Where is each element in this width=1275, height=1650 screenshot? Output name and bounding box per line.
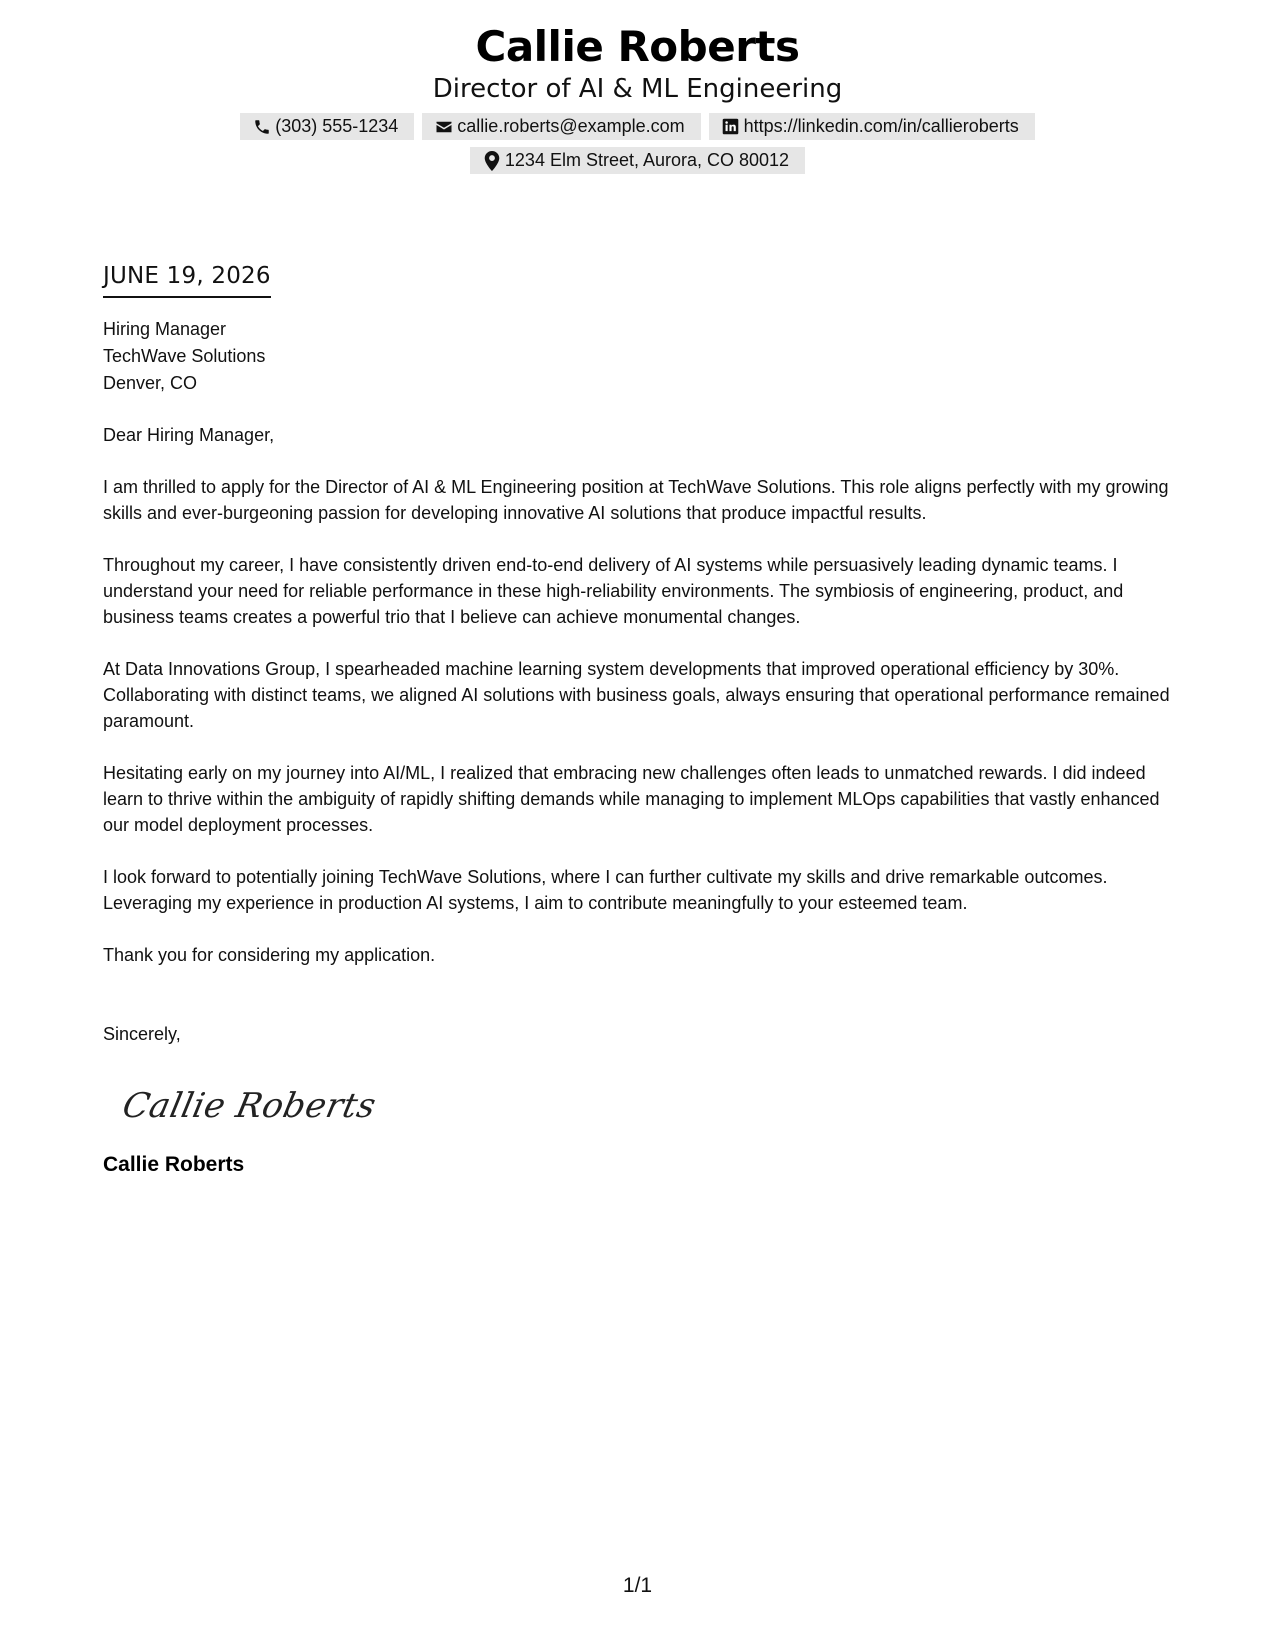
email-text: callie.roberts@example.com xyxy=(457,116,685,136)
contact-row-secondary xyxy=(0,147,1275,174)
body-paragraph: I look forward to potentially joining TechWave Solutions, where I can further cultivate my skills and drive remarkable outcomes. Leveraging my experience in production AI systems, I aim to contribute meaningfully to your esteemed team. xyxy=(103,867,1108,913)
body-paragraph: I am thrilled to apply for the Director of AI & ML Engineering position at TechWave Solutions. This role aligns perfectly with my growing skills and ever-burgeoning passion for developing innovative AI solutions that produce impactful results. xyxy=(103,477,1169,523)
email-chip[interactable] xyxy=(422,113,700,140)
linkedin-chip[interactable] xyxy=(709,113,1035,140)
recipient-line: Hiring Manager xyxy=(103,319,227,339)
body-paragraph: Throughout my career, I have consistently driven end-to-end delivery of AI systems while persuasively leading dynamic teams. I understand your need for reliable performance in these high-reliability environments. The symbiosis of engineering, product, and business teams creates a powerful trio that I believe can achieve monumental changes. xyxy=(103,555,1124,627)
address-chip[interactable] xyxy=(470,147,805,174)
recipient-line: Denver, CO xyxy=(103,373,198,393)
salutation: Dear Hiring Manager, xyxy=(103,425,275,445)
handwritten-signature xyxy=(119,1079,1178,1129)
contact-row-primary xyxy=(0,113,1275,140)
letter-body xyxy=(103,258,1178,1179)
letter-date: JUNE 19, 2026 xyxy=(103,258,271,298)
phone-icon xyxy=(252,117,272,137)
map-pin-icon xyxy=(482,151,502,171)
body-paragraph: At Data Innovations Group, I spearheaded machine learning system developments that improved operational efficiency by 30%. Collaborating with distinct teams, we aligned AI solutions with business goals, always ensuring that operational performance remained paramount. xyxy=(103,659,1170,731)
page-number: 1/1 xyxy=(622,1574,653,1597)
signer-name: Callie Roberts xyxy=(103,1153,245,1176)
phone-text: (303) 555-1234 xyxy=(275,116,399,136)
recipient-block xyxy=(103,316,1178,397)
body-paragraph: Hesitating early on my journey into AI/ML, I realized that embracing new challenges often leads to unmatched rewards. I did indeed learn to thrive within the ambiguity of rapidly shifting demands while managing to implement MLOps capabilities that vastly enhanced our model deployment processes. xyxy=(103,763,1160,835)
applicant-name: Callie Roberts xyxy=(475,22,800,71)
linkedin-icon xyxy=(721,117,741,137)
signature-script: Callie Roberts xyxy=(119,1086,380,1126)
linkedin-text: https://linkedin.com/in/callieroberts xyxy=(743,116,1019,136)
closing: Sincerely, xyxy=(103,1024,181,1044)
recipient-line: TechWave Solutions xyxy=(103,346,266,366)
phone-chip[interactable] xyxy=(240,113,414,140)
body-paragraph: Thank you for considering my application. xyxy=(103,945,436,965)
letter-header xyxy=(0,20,1275,174)
address-text: 1234 Elm Street, Aurora, CO 80012 xyxy=(504,150,790,170)
envelope-icon xyxy=(434,117,454,137)
applicant-title: Director of AI & ML Engineering xyxy=(432,74,843,104)
